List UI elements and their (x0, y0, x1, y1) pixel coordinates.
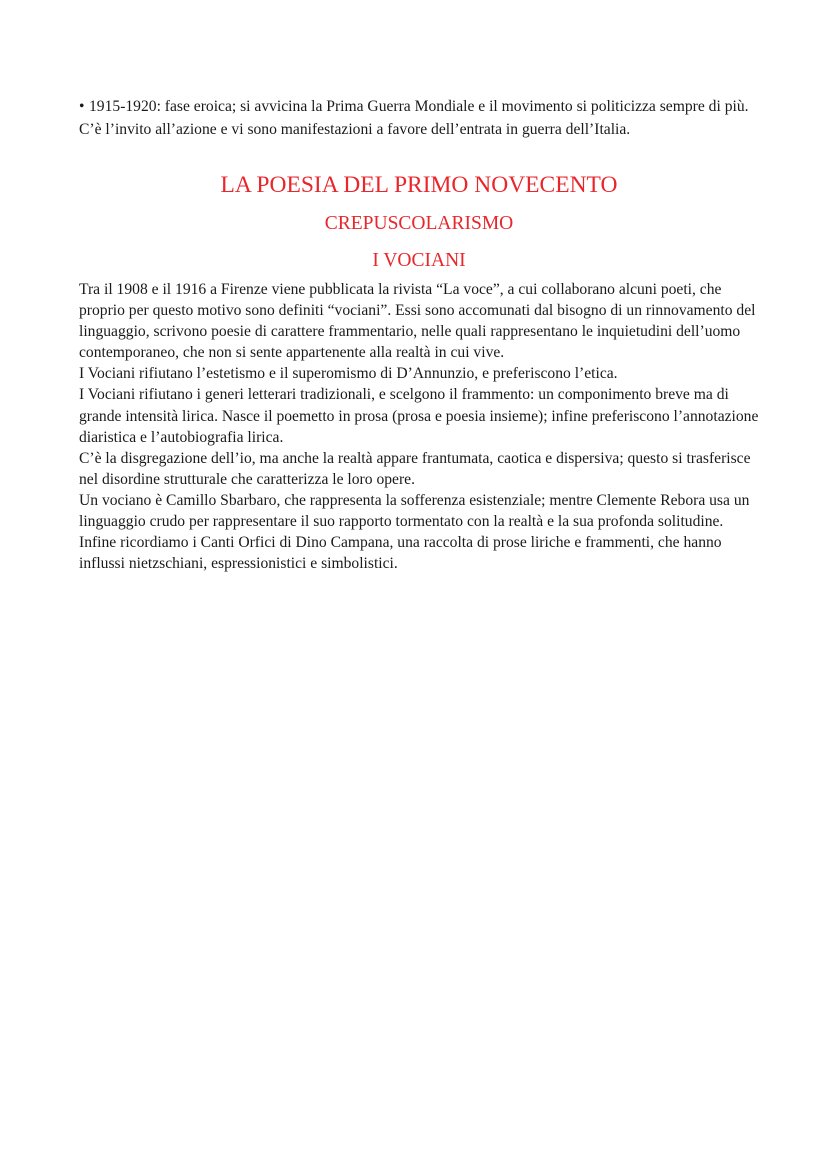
body-text (79, 279, 759, 574)
section-headings (79, 170, 759, 275)
document-page (79, 96, 759, 574)
main-heading: LA POESIA DEL PRIMO NOVECENTO (220, 172, 618, 198)
paragraph: Un vociano è Camillo Sbarbaro, che rappresenta la sofferenza esistenziale; mentre Clemente Rebora usa un linguaggio crudo per rappresentare il suo rapporto tormentato con la realtà e la sua profonda solitudine. Infine ricordiamo i Canti Orfici di Dino Campana, una raccolta di prose liriche e frammenti, che hanno influssi nietzschiani, espressionistici e simbolistici. (79, 491, 750, 573)
paragraph: I Vociani rifiutano l’estetismo e il superomismo di D’Annunzio, e preferiscono l’etica. (79, 365, 618, 383)
subheading-vociani: I VOCIANI (372, 250, 466, 271)
bullet-icon: • (79, 98, 85, 115)
paragraph: C’è la disgregazione dell’io, ma anche la realtà appare frantumata, caotica e dispersiva; questo si trasferisce nel disordine strutturale che caratterizza le loro opere. (79, 449, 751, 488)
intro-bullet-paragraph (79, 96, 759, 141)
intro-text: 1915-1920: fase eroica; si avvicina la Prima Guerra Mondiale e il movimento si politicizza sempre di più. C’è l’invito all’azione e vi sono manifestazioni a favore dell’entrata in guerra dell’Italia. (79, 98, 749, 138)
paragraph: Tra il 1908 e il 1916 a Firenze viene pubblicata la rivista “La voce”, a cui collaborano alcuni poeti, che proprio per questo motivo sono definiti “vociani”. Essi sono accomunati dal bisogno di un rinnovamento del linguaggio, scrivono poesie di carattere frammentario, nelle quali rappresentano le inquietudini dell’uomo contemporaneo, che non si sente appartenente alla realtà in cui vive. (79, 281, 756, 362)
subheading-crepuscolarismo: CREPUSCOLARISMO (324, 213, 514, 234)
paragraph: I Vociani rifiutano i generi letterari tradizionali, e scelgono il frammento: un componimento breve ma di grande intensità lirica. Nasce il poemetto in prosa (prosa e poesia insieme); infine preferiscono l’annotazione diaristica e l’autobiografia lirica. (79, 386, 759, 446)
